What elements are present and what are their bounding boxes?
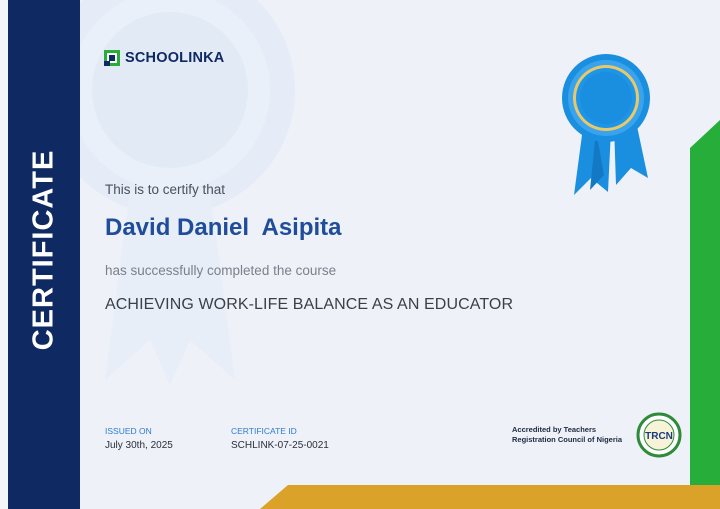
issued-on-value: July 30th, 2025 <box>105 440 173 451</box>
accreditation-line-1: Accredited by Teachers <box>512 425 597 434</box>
schoolinka-logo-icon <box>104 50 120 66</box>
trcn-seal-icon <box>636 412 682 458</box>
yellow-accent-bar <box>260 485 720 509</box>
left-edge-strip <box>0 0 8 509</box>
brand-logo <box>104 50 224 66</box>
sidebar-certificate-label: CERTIFICATE <box>27 149 60 351</box>
green-accent-bar <box>690 120 720 500</box>
accreditation-line-2: Registration Council of Nigeria <box>512 435 623 444</box>
certificate-id-value: SCHLINK-07-25-0021 <box>231 440 329 451</box>
accreditation-text <box>512 425 622 445</box>
award-ribbon-icon <box>556 50 656 200</box>
completion-statement: has successfully completed the course <box>105 263 337 278</box>
certificate-id-label: CERTIFICATE ID <box>231 426 297 436</box>
certify-intro: This is to certify that <box>105 182 226 197</box>
issued-on-label: ISSUED ON <box>105 426 152 436</box>
course-title: ACHIEVING WORK-LIFE BALANCE AS AN EDUCATOR <box>105 296 514 313</box>
svg-text:TRCN: TRCN <box>645 431 673 442</box>
brand-name: SCHOOLINKA <box>125 50 225 66</box>
recipient-name: David Daniel Asipita <box>105 214 342 241</box>
